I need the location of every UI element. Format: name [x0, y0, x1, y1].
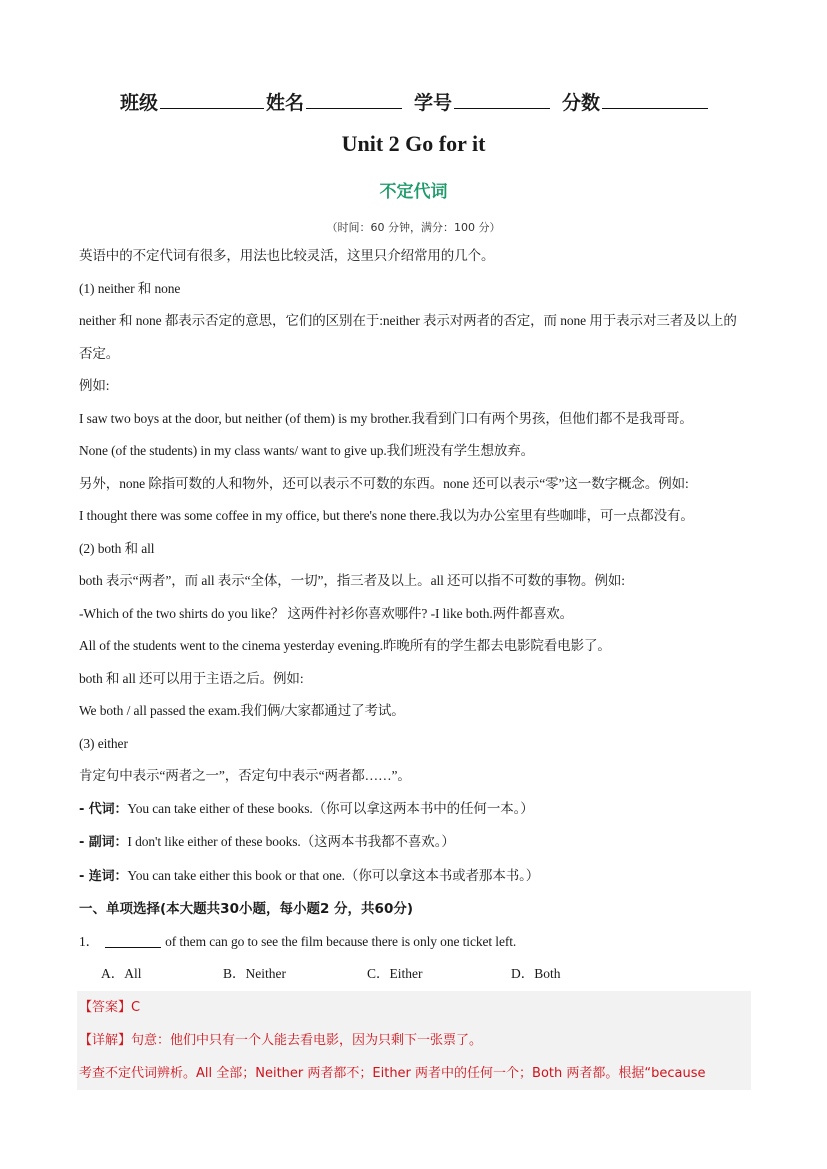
class-label: 班级 — [120, 92, 159, 114]
option-c: C．Either — [367, 966, 423, 981]
heading-neither-none: (1) neither 和 none — [79, 280, 181, 296]
question-1 — [79, 926, 749, 959]
student-number-blank — [454, 88, 550, 109]
detail-line: 【详解】句意：他们中只有一个人能去看电影，因为只剩下一张票了。 — [79, 1032, 483, 1048]
student-number-label: 学号 — [414, 92, 453, 114]
example-label: 例如: — [79, 378, 110, 393]
none-extra-explanation: 另外，none 除指可数的人和物外，还可以表示不可数的东西。none 还可以表示“零”这一数字概念。例如: — [79, 475, 689, 491]
conjunction-example: You can take either this book or that one.（你可以拿这本书或者那本书。） — [127, 867, 540, 883]
either-conjunction-usage — [79, 860, 749, 894]
neither-none-explanation: neither 和 none 都表示否定的意思，它们的区别在于:neither 表示对两者的否定，而 none 用于表示对三者及以上的否定。 — [79, 313, 737, 361]
content-body — [79, 240, 749, 1090]
pronoun-label: - 代词： — [79, 801, 128, 817]
score-blank — [602, 88, 708, 109]
example-sentence: I thought there was some coffee in my office, but there's none there.我以为办公室里有些咖啡，可一点都没有。 — [79, 508, 694, 523]
student-info-line — [120, 88, 720, 115]
conjunction-label: - 连词： — [79, 868, 128, 884]
page-title: Unit 2 Go for it — [341, 131, 486, 156]
intro-paragraph: 英语中的不定代词有很多，用法也比较灵活，这里只介绍常用的几个。 — [79, 248, 495, 263]
both-all-explanation: both 表示“两者”，而 all 表示“全体，一切”，指三者及以上。all 还可以指不可数的事物。例如: — [79, 573, 625, 588]
heading-both-all: (2) both 和 all — [79, 540, 155, 556]
example-sentence: All of the students went to the cinema yesterday evening.昨晚所有的学生都去电影院看电影了。 — [79, 638, 611, 653]
either-adverb-usage — [79, 826, 749, 860]
score-label: 分数 — [562, 92, 601, 114]
adverb-example: I don't like either of these books.（这两本书我都不喜欢。） — [127, 834, 455, 849]
adverb-label: - 副词： — [79, 835, 128, 850]
option-b: B．Neither — [223, 966, 286, 981]
pronoun-example: You can take either of these books.（你可以拿这两本书中的任何一本。） — [127, 800, 534, 816]
example-sentence: None (of the students) in my class wants/ want to give up.我们班没有学生想放弃。 — [79, 443, 535, 458]
name-label: 姓名 — [266, 92, 305, 114]
page-subtitle: 不定代词 — [379, 182, 448, 202]
time-note: （时间：60 分钟，满分：100 分） — [326, 221, 501, 234]
example-sentence: -Which of the two shirts do you like？ 这两件衬衫你喜欢哪件? -I like both.两件都喜欢。 — [79, 605, 574, 621]
example-sentence: I saw two boys at the door, but neither (of them) is my brother.我看到门口有两个男孩，但他们都不是我哥哥。 — [79, 410, 693, 426]
both-all-position-note: both 和 all 还可以用于主语之后。例如: — [79, 670, 304, 686]
question-text: of them can go to see the film because there is only one ticket left. — [165, 933, 517, 949]
question-number: 1． — [79, 933, 100, 949]
class-blank — [160, 88, 264, 109]
answer-blank — [105, 933, 161, 948]
either-pronoun-usage — [79, 793, 749, 827]
section-heading: 一、单项选择(本大题共30小题，每小题2 分，共60分) — [79, 901, 414, 917]
option-d: D．Both — [511, 966, 561, 981]
heading-either: (3) either — [79, 735, 128, 751]
either-explanation: 肯定句中表示“两者之一”，否定句中表示“两者都……”。 — [79, 768, 411, 783]
answer-line: 【答案】C — [79, 999, 141, 1015]
analysis-line: 考查不定代词辨析。All 全部；Neither 两者都不；Either 两者中的任何一个；Both 两者都。根据“because — [79, 1065, 706, 1081]
name-blank — [306, 88, 402, 109]
example-sentence: We both / all passed the exam.我们俩/大家都通过了考试。 — [79, 703, 405, 718]
question-options — [79, 958, 749, 991]
answer-box — [77, 991, 751, 1090]
option-a: A．All — [101, 966, 142, 981]
